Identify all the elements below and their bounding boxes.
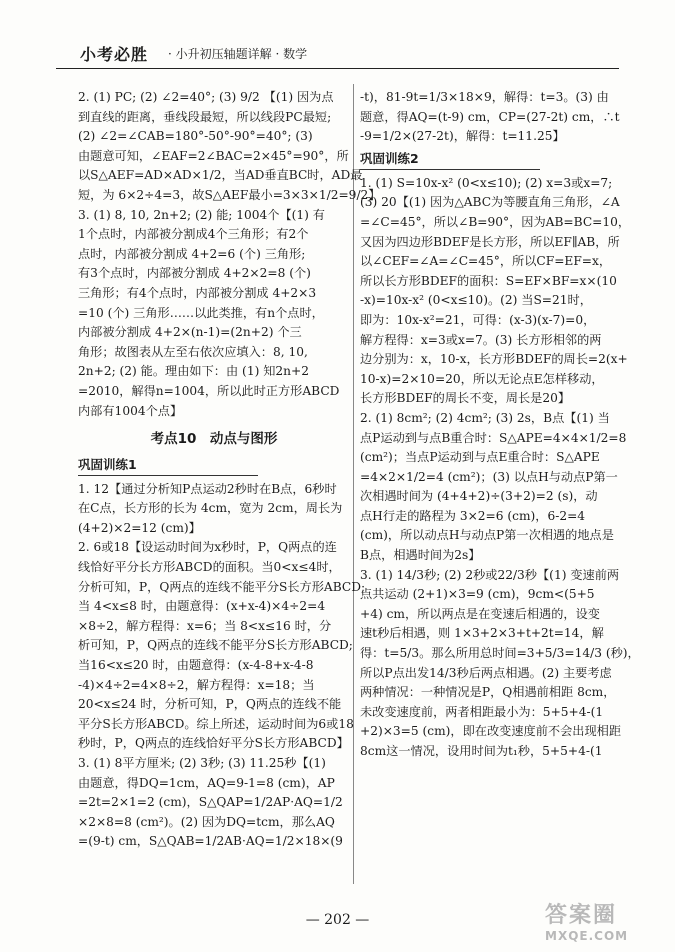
answer-line: 点时，内部被分割成 4+2=6 (个) 三角形; (78, 246, 306, 261)
answer-line: 1. 12【通过分析知P点运动2秒时在B点，6秒时 (78, 481, 337, 496)
answer-line: 解方程得：x=3或x=7。(3) 长方形相邻的两 (360, 332, 602, 347)
answer-line: 平分S长方形ABCD。综上所述，运动时间为6或18 (78, 716, 354, 731)
answer-line: 3. (1) 8, 10, 2n+2; (2) 能; 1004个【(1) 有 (78, 207, 325, 222)
answer-line: 当16<x≤20 时，由题意得：(x-4-8+x-4-8 (78, 658, 314, 673)
answer-line: 3. (1) 8平方厘米; (2) 3秒; (3) 11.25秒【(1) (78, 756, 326, 770)
page-header (56, 40, 619, 69)
answer-line: 在C点，长方形的长为 4cm，宽为 2cm，周长为 (78, 501, 343, 516)
answer-line: ×8÷2，解方程得：x=6；当 8<x≤16 时，分 (78, 618, 332, 633)
page-number: — 202 — (305, 912, 370, 928)
answer-line: 10-x)=2×10=20，所以无论点E怎样移动， (360, 371, 604, 386)
section-heading: 考点10 动点与图形 (150, 431, 278, 448)
answer-line: 以∠CEF=∠A=∠C=45°，所以CF=EF=x， (360, 254, 612, 269)
answer-line: 点P运动到与点B重合时：S△APE=4×4×1/2=8 (360, 430, 627, 445)
answer-line: B点，相遇时间为2s】 (360, 548, 481, 563)
answer-line: 所以长方形BDEF的面积：S=EF×BF=x×(10 (360, 273, 617, 288)
answer-line: 8cm这一情况，设用时间为t₁秒，5+5+4-(1 (360, 744, 603, 758)
answer-line: 长方形BDEF的周长不变，周长是20】 (360, 391, 571, 406)
answer-line: 题意，得AQ=(t-9) cm，CP=(27-2t) cm，∴t (360, 109, 620, 124)
answer-line: 即为：10x-x²=21，可得：(x-3)(x-7)=0， (360, 312, 596, 327)
answer-line: =2010，解得n=1004，所以此时正方形ABCD (78, 383, 340, 398)
answer-line: 分析可知，P，Q两点的连线不能平分S长方形ABCD; (78, 579, 366, 594)
watermark-logo-text: 答案圈 (545, 903, 618, 928)
column-divider (353, 84, 354, 884)
left-column (78, 88, 381, 852)
right-column (360, 88, 638, 762)
answer-line: 角形；故图表从左至右依次应填入：8, 10, (78, 344, 308, 359)
answer-line: 由题意可知，∠EAF=2∠BAC=2×45°=90°，所 (78, 148, 349, 163)
answer-line: (cm)，所以动点H与动点P第一次相遇的地点是 (360, 528, 614, 543)
answer-line: 三角形；有4个点时，内部被分割成 4+2×3 (78, 285, 317, 300)
answer-line: =4×2×1/2=4 (cm²)；(3) 以点H与动点P第一 (360, 469, 618, 484)
exercise-heading: 巩固训练2 (360, 149, 540, 170)
answer-line: =2t=2×1=2 (cm)，S△QAP=1/2AP·AQ=1/2 (78, 795, 343, 810)
header-subtitle: · 小升初压轴题详解 · 数学 (168, 47, 308, 61)
answer-line: 点共运动 (2+1)×3=9 (cm)，9cm<(5+5 (360, 587, 595, 602)
answer-line: (3) 20【(1) 因为△ABC为等腰直角三角形，∠A (360, 195, 620, 210)
answer-line: 得：t=5/3。那么所用总时间=3+5/3=14/3 (秒)， (360, 646, 640, 661)
answer-line: +4) cm，所以两点是在变速后相遇的，设变 (360, 606, 600, 621)
answer-line: 当 4<x≤8 时，由题意得：(x+x-4)×4÷2=4 (78, 599, 326, 614)
answer-line: 短，为 6×2÷4=3，故S△AEF最小=3×3×1/2=9/2】 (78, 187, 381, 202)
answer-line: 线恰好平分长方形ABCD的面积。当0<x≤4时， (78, 560, 341, 575)
answer-line: (4+2)×2=12 (cm)】 (78, 520, 201, 535)
answer-line: 速t秒后相遇，则 1×3+2×3+t+2t=14，解 (360, 626, 604, 641)
answer-line: 内部有1004个点】 (78, 403, 183, 418)
answer-line: 边分别为：x，10-x，长方形BDEF的周长=2(x+ (360, 352, 628, 367)
answer-line: ×2×8=8 (cm²)。(2) 因为DQ=tcm，那么AQ (78, 814, 335, 829)
answer-line: 两种情况：一种情况是P，Q相遇前相距 8cm， (360, 685, 616, 700)
header-brand: 小考必胜 (80, 45, 149, 64)
answer-line: 内部被分割成 4+2×(n-1)=(2n+2) 个三 (78, 325, 302, 340)
answer-line: -9=1/2×(27-2t)，解得：t=11.25】 (360, 129, 565, 144)
answer-line: 1. (1) S=10x-x² (0<x≤10); (2) x=3或x=7; (360, 175, 613, 190)
answer-line: 点H行走的路程为 3×2=6 (cm)，6-2=4 (360, 508, 586, 523)
answer-line: 由题意，得DQ=1cm，AQ=9-1=8 (cm)，AP (78, 775, 335, 790)
answer-line: -t)，81-9t=1/3×18×9，解得：t=3。(3) 由 (360, 90, 609, 104)
watermark-site-text: MXQE.COM (545, 929, 629, 943)
answer-line: -x)=10x-x² (0<x≤10)。(2) 当S=21时， (360, 293, 592, 308)
answer-line: 2n+2; (2) 能。理由如下：由 (1) 知2n+2 (78, 364, 309, 379)
answer-line: 20<x≤24 时，分析可知，P，Q两点的连线不能 (78, 697, 342, 712)
answer-line: =10 (个) 三角形……以此类推，有n个点时， (78, 305, 324, 320)
answer-line: 1个点时，内部被分割成4个三角形；有2个 (78, 227, 309, 242)
exercise-heading: 巩固训练1 (78, 455, 258, 476)
answer-line: 到直线的距离，垂线段最短，所以线段PC最短; (78, 109, 332, 124)
answer-line: 未改变速度前，两者相距最小为：5+5+4-(1 (360, 704, 604, 719)
answer-line: 有3个点时，内部被分割成 4+2×2=8 (个) (78, 266, 311, 281)
answer-line: =(9-t) cm，S△QAB=1/2AB·AQ=1/2×18×(9 (78, 834, 343, 849)
answer-line: (2) ∠2=∠CAB=180°-50°-90°=40°; (3) (78, 129, 313, 144)
answer-line: (cm²)；当点P运动到与点E重合时：S△APE (360, 450, 600, 465)
answer-line: 所以P点出发14/3秒后两点相遇。(2) 主要考虑 (360, 665, 612, 680)
answer-line: 又因为四边形BDEF是长方形，所以EF∥AB，所 (360, 234, 620, 249)
answer-line: 2. (1) PC; (2) ∠2=40°; (3) 9/2 【(1) 因为点 (78, 90, 334, 104)
answer-line: 次相遇时间为 (4+4+2)÷(3+2)=2 (s)，动 (360, 489, 598, 504)
answer-line: 以S△AEF=AD×AD×1/2，当AD垂直BC时，AD最 (78, 168, 363, 183)
watermark (545, 898, 660, 946)
answer-line: 3. (1) 14/3秒; (2) 2秒或22/3秒【(1) 变速前两 (360, 567, 620, 582)
answer-line: +2)×3=5 (cm)，即在改变速度前不会出现相距 (360, 724, 622, 739)
answer-line: 2. 6或18【设运动时间为x秒时，P，Q两点的连 (78, 540, 337, 555)
answer-line: -4)×4÷2=4×8÷2，解方程得：x=18；当 (78, 677, 315, 692)
answer-line: 秒时，P，Q两点的连线恰好平分S长方形ABCD】 (78, 736, 349, 751)
answer-line: 析可知，P，Q两点的连线不能平分S长方形ABCD; (78, 638, 353, 653)
answer-line: 2. (1) 8cm²; (2) 4cm²; (3) 2s，B点【(1) 当 (360, 410, 610, 425)
answer-line: =∠C=45°，所以∠B=90°，因为AB=BC=10， (360, 214, 631, 229)
